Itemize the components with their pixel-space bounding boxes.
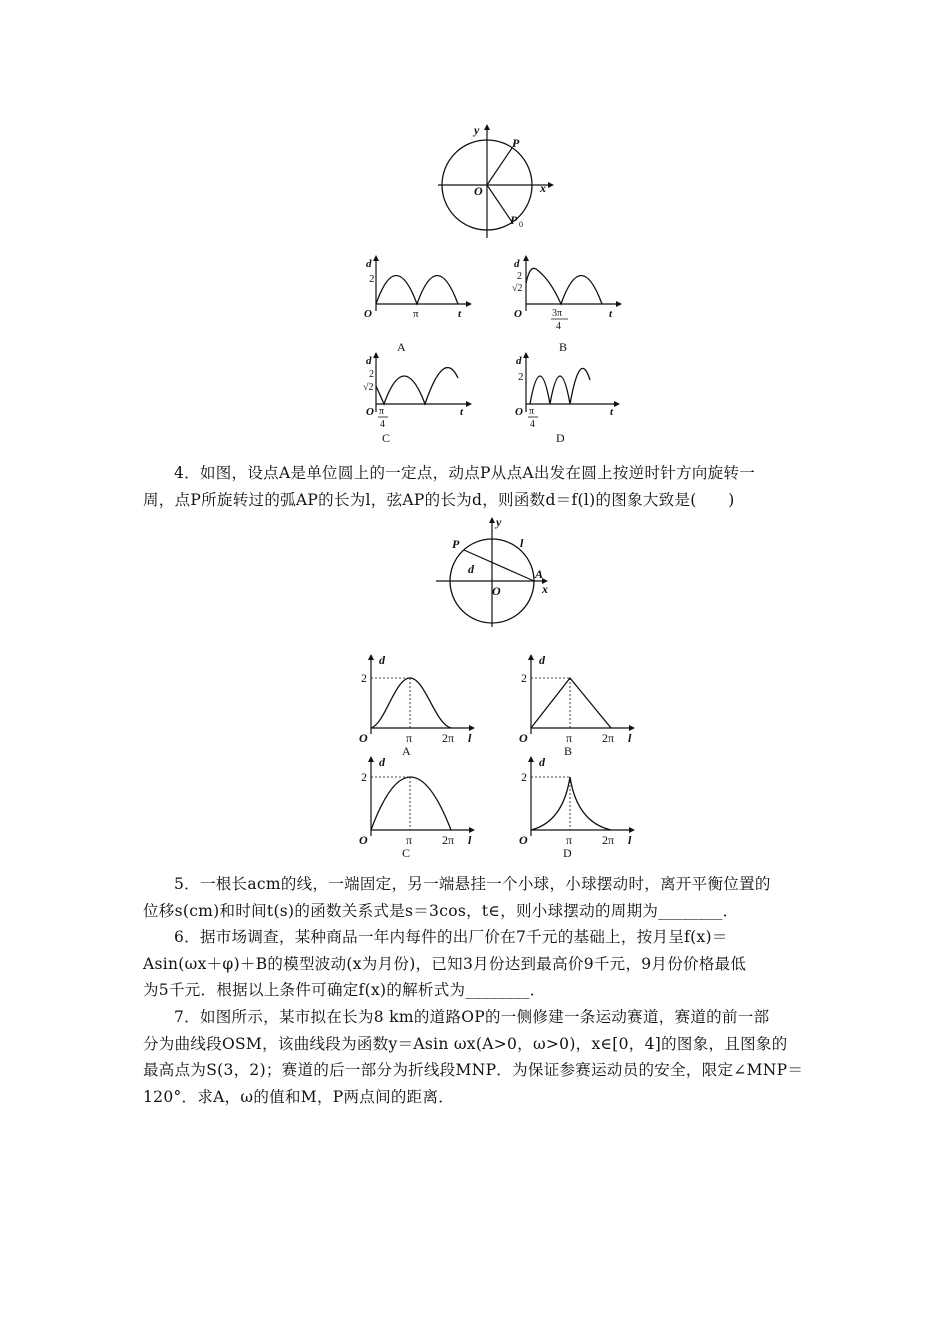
y-tick-2: 2 <box>518 371 524 383</box>
x-tick-numerator: π <box>379 406 385 417</box>
point-p-label: P <box>512 136 520 150</box>
figure2-graph-b <box>515 650 645 758</box>
option-letter-b: B <box>559 340 568 354</box>
x-tick-2pi: 2π <box>442 833 455 847</box>
d-axis-label: d <box>379 653 385 667</box>
question-6-line-3: 为5千元．根据以上条件可确定f(x)的解析式为________． <box>143 981 546 999</box>
y-axis-label: y <box>496 515 502 529</box>
figure1-graph-c <box>362 352 477 447</box>
question-4-line-1: 4．如图，设点A是单位圆上的一定点，动点P从点A出发在圆上按逆时针方向旋转一 <box>174 464 756 482</box>
x-tick-pi: π <box>413 308 419 320</box>
origin-label: O <box>359 833 368 847</box>
point-p-label: P <box>452 537 460 551</box>
question-7-line-3: 最高点为S(3，2)；赛道的后一部分为折线段MNP．为保证参赛运动员的安全，限定∠MNP＝ <box>143 1061 804 1079</box>
d-axis-label: d <box>516 355 522 367</box>
x-tick-pi: π <box>566 833 573 847</box>
point-p0-subscript: 0 <box>519 220 523 229</box>
x-tick-2pi: 2π <box>602 833 615 847</box>
origin-label: O <box>366 406 374 418</box>
t-axis-label: t <box>610 406 614 418</box>
figure-circle-p-p0 <box>430 120 560 240</box>
y-tick-2: 2 <box>369 369 374 380</box>
option-letter-a: A <box>402 744 411 758</box>
option-letter-d: D <box>556 431 565 445</box>
chord-d-label: d <box>468 562 474 576</box>
y-tick-sqrt2: √2 <box>512 283 523 294</box>
x-axis-label: x <box>542 582 548 596</box>
question-4-line-2: 周，点P所旋转过的弧AP的长为l，弦AP的长为d，则函数d＝f(l)的图象大致是( ) <box>143 490 735 509</box>
d-axis-label: d <box>539 755 545 769</box>
x-tick-pi: π <box>566 731 573 745</box>
x-tick-2pi: 2π <box>602 731 615 745</box>
question-7 <box>143 1004 808 1110</box>
figure1-graph-a <box>362 255 472 355</box>
origin-label: O <box>519 731 528 745</box>
question-5 <box>143 871 808 924</box>
origin-label: O <box>492 584 501 598</box>
x-tick-denominator: 4 <box>380 419 385 430</box>
figure2-graph-c <box>355 752 485 860</box>
figure1-graph-d <box>510 352 625 447</box>
d-axis-label: d <box>514 258 520 270</box>
option-letter-c: C <box>382 431 391 445</box>
d-axis-label: d <box>366 258 372 270</box>
question-7-line-1: 7．如图所示，某市拟在长为8 km的道路OP的一侧修建一条运动赛道，赛道的前一部 <box>174 1008 770 1026</box>
figure2-graph-d <box>515 752 645 860</box>
l-axis-label: l <box>468 731 472 745</box>
question-7-line-2: 分为曲线段OSM，该曲线段为函数y＝Asin ωx(A>0，ω>0)，x∈[0，4]的图象，且图象的 <box>143 1034 788 1053</box>
y-tick-2: 2 <box>369 273 375 285</box>
d-axis-label: d <box>366 355 372 367</box>
d-axis-label: d <box>539 653 545 667</box>
l-axis-label: l <box>628 833 632 847</box>
l-axis-label: l <box>468 833 472 847</box>
origin-label: O <box>515 406 523 418</box>
x-tick-denominator: 4 <box>556 321 561 332</box>
figure-circle-chord-ap <box>432 515 557 630</box>
x-tick-numerator: π <box>529 406 535 417</box>
y-tick-sqrt2: √2 <box>363 382 374 393</box>
d-axis-label: d <box>379 755 385 769</box>
t-axis-label: t <box>609 308 613 320</box>
arc-l-label: l <box>520 536 524 550</box>
option-letter-c: C <box>402 846 411 860</box>
x-tick-pi: π <box>406 731 413 745</box>
y-tick-2: 2 <box>521 671 527 685</box>
question-4 <box>143 460 808 513</box>
y-tick-2: 2 <box>361 770 367 784</box>
question-5-line-1: 5．一根长acm的线，一端固定，另一端悬挂一个小球，小球摆动时，离开平衡位置的 <box>174 875 771 893</box>
origin-label: O <box>474 184 483 198</box>
y-tick-2: 2 <box>517 271 522 282</box>
y-axis-label: y <box>474 123 480 137</box>
origin-label: O <box>359 731 368 745</box>
option-letter-b: B <box>564 744 573 758</box>
figure1-graph-b <box>508 255 628 355</box>
origin-label: O <box>519 833 528 847</box>
x-axis-label: x <box>540 181 546 195</box>
x-tick-pi: π <box>406 833 413 847</box>
origin-label: O <box>514 308 522 320</box>
x-tick-2pi: 2π <box>442 731 455 745</box>
x-tick-numerator: 3π <box>552 308 563 319</box>
point-p0-label: P <box>510 213 518 227</box>
figure2-graph-a <box>355 650 485 758</box>
question-6-line-2: Asin(ωx＋φ)＋B的模型波动(x为月份)，已知3月份达到最高价9千元，9月份价格最低 <box>143 954 747 973</box>
option-letter-d: D <box>563 846 572 860</box>
question-6 <box>143 924 808 1004</box>
question-7-line-4: 120°．求A，ω的值和M，P两点间的距离． <box>143 1087 455 1106</box>
question-6-line-1: 6．据市场调查，某种商品一年内每件的出厂价在7千元的基础上，按月呈f(x)＝ <box>174 928 728 946</box>
t-axis-label: t <box>458 308 462 320</box>
option-letter-a: A <box>397 340 406 354</box>
l-axis-label: l <box>628 731 632 745</box>
point-a-label: A <box>535 567 544 581</box>
origin-label: O <box>364 308 372 320</box>
t-axis-label: t <box>460 406 464 418</box>
y-tick-2: 2 <box>361 671 367 685</box>
question-5-line-2: 位移s(cm)和时间t(s)的函数关系式是s＝3cos，t∈，则小球摆动的周期为________． <box>143 901 739 920</box>
x-tick-denominator: 4 <box>530 419 535 430</box>
y-tick-2: 2 <box>521 770 527 784</box>
